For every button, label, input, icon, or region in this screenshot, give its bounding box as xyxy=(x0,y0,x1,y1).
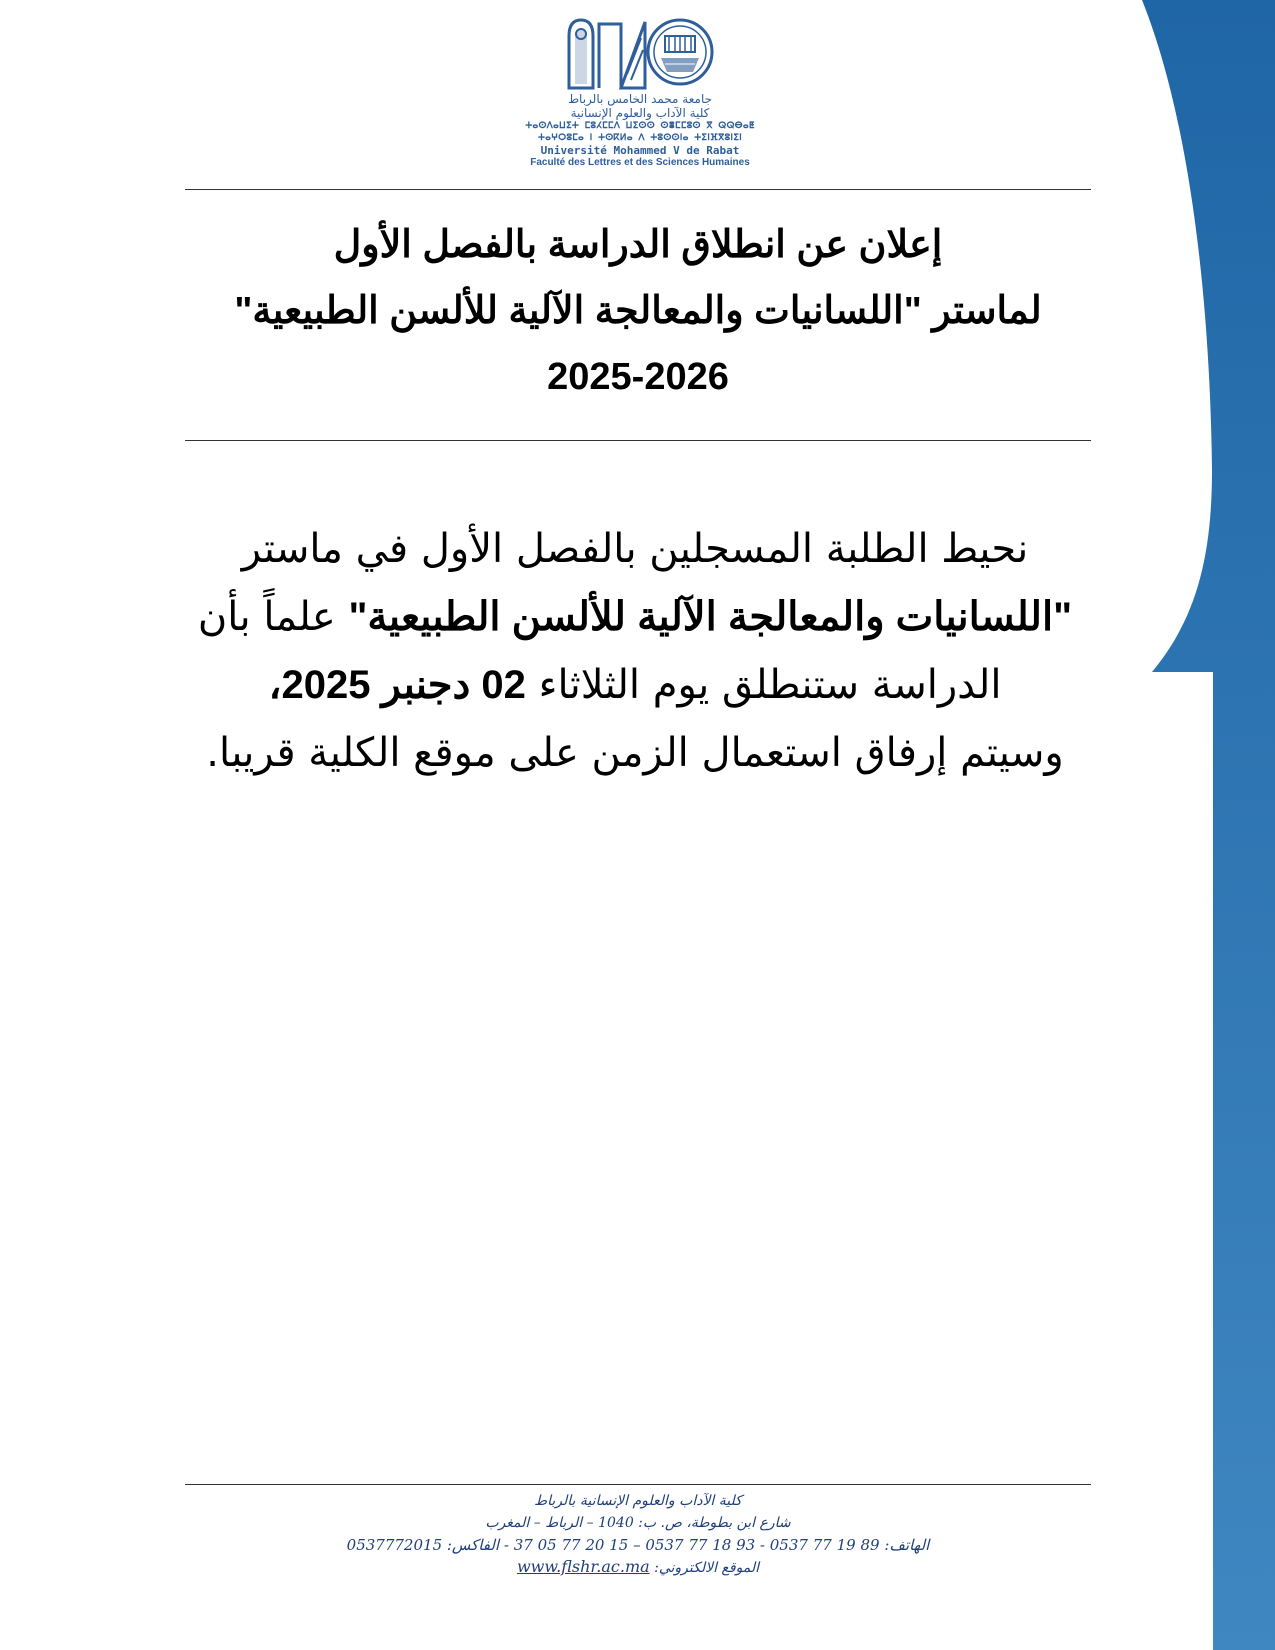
logo-french-university: Université Mohammed V de Rabat xyxy=(540,144,740,157)
footer-website xyxy=(185,1556,1091,1579)
footer-phones: الهاتف: 89 19 77 0537 - 93 18 77 0537 – 15 20 77 05 37 - الفاكس: 0537772015 xyxy=(346,1536,930,1554)
logo-tifinagh-university: ⵜⴰⵙⴷⴰⵡⵉⵜ ⵎⵓⵃⵎⵎⴷ ⵡⵉⵙⵙ ⵙⴻⵎⵎⵓⵙ ⴳ ⵕⵕⴱⴰⵟ xyxy=(525,121,755,131)
title-line-2: لماستر "اللسانيات والمعالجة الآلية للألسن الطبيعية" xyxy=(234,290,1042,332)
header-divider xyxy=(185,189,1091,190)
body-program-name: "اللسانيات والمعالجة الآلية للألسن الطبيعية" xyxy=(348,595,1073,639)
body-line-2-rest: علماً بأن xyxy=(197,594,349,640)
body-line-3-end: ، xyxy=(268,663,282,707)
footer-site-label: الموقع الالكتروني: xyxy=(649,1560,760,1576)
body-line-4: وسيتم إرفاق استعمال الزمن على موقع الكلية قريبا. xyxy=(206,730,1064,776)
logo-french-faculty: Faculté des Lettres et des Sciences Humaines xyxy=(530,157,750,168)
logo-arabic-faculty: كلية الآداب والعلوم الإنسانية xyxy=(570,106,710,120)
body-line-2 xyxy=(190,583,1080,651)
university-logo xyxy=(520,14,760,184)
title-line-1: إعلان عن انطلاق الدراسة بالفصل الأول xyxy=(333,224,943,266)
footer-faculty-name: كلية الآداب والعلوم الإنسانية بالرباط xyxy=(534,1493,742,1509)
footer-site-link[interactable]: www.flshr.ac.ma xyxy=(516,1557,650,1576)
logo-arabic-university: جامعة محمد الخامس بالرباط xyxy=(567,92,713,106)
body-line-3 xyxy=(190,651,1080,719)
announcement-title xyxy=(185,212,1091,410)
logo-tifinagh-faculty: ⵜⴰⵖⵔⵓⵎⴰ ⵏ ⵜⵙⴽⵍⴰ ⴷ ⵜⵓⵙⵙⵏⴰ ⵜⵉⵏⴼⴳⵓⵏⵉⵏ xyxy=(538,133,742,143)
body-line-3-start: الدراسة ستنطلق يوم الثلاثاء xyxy=(525,662,1002,708)
body-start-date: 02 دجنبر 2025 xyxy=(281,663,526,707)
page-footer xyxy=(185,1490,1091,1579)
title-academic-year: 2025-2026 xyxy=(547,356,729,398)
title-divider xyxy=(185,440,1091,441)
announcement-body xyxy=(190,515,1080,787)
footer-divider xyxy=(185,1484,1091,1485)
footer-address: شارع ابن بطوطة، ص. ب: 1040 – الرباط – المغرب xyxy=(485,1515,791,1531)
body-line-1: نحيط الطلبة المسجلين بالفصل الأول في ماستر xyxy=(241,526,1029,572)
university-emblem-icon xyxy=(565,14,715,92)
